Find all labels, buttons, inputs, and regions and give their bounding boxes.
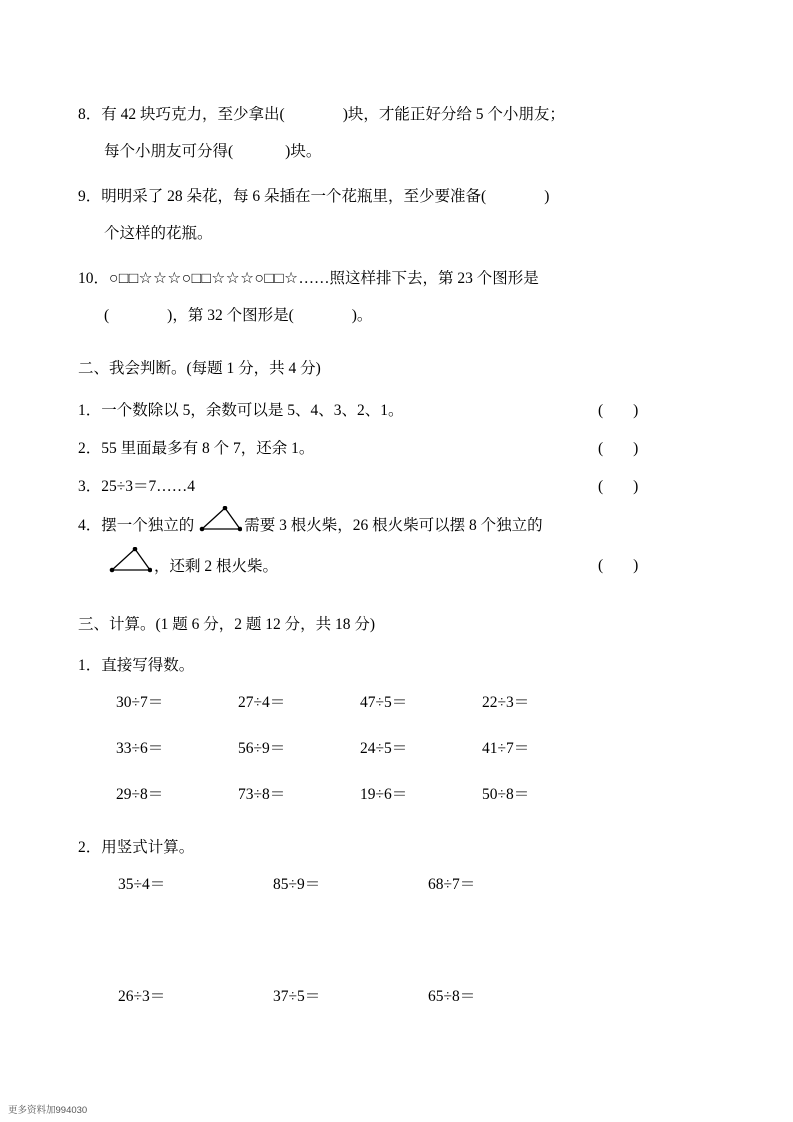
work-space-1	[78, 902, 721, 980]
expression[interactable]: 47÷5＝	[360, 694, 408, 711]
expression[interactable]: 29÷8＝	[116, 786, 164, 803]
question-8-line-2	[78, 133, 721, 170]
judge-item-1	[78, 392, 721, 430]
expression[interactable]: 85÷9＝	[273, 876, 321, 893]
question-8-text-b: )块，才能正好分给 5 个小朋友；	[342, 106, 565, 123]
judge-item-4-line-2	[78, 547, 721, 588]
question-10-text-c: )，第 32 个图形是(	[167, 307, 294, 324]
triangle-icon	[196, 506, 242, 547]
question-8-text-c: 每个小朋友可分得(	[104, 143, 234, 160]
judge-item-4-text-a: 摆一个独立的	[101, 517, 195, 535]
question-9-text-a: 明明采了 28 朵花，每 6 朵插在一个花瓶里，至少要准备(	[101, 188, 487, 205]
judge-item-1-number: 1．	[78, 402, 102, 419]
calc-q1-grid	[116, 686, 721, 812]
question-10-text-b: (	[104, 307, 110, 324]
expression[interactable]: 26÷3＝	[118, 988, 166, 1005]
calc-q2-row-2	[118, 980, 721, 1014]
section-2-heading: 二、我会判断。(每题 1 分，共 4 分)	[78, 360, 321, 377]
judge-item-3-number: 3．	[78, 478, 102, 495]
expression[interactable]: 27÷4＝	[238, 694, 286, 711]
question-9-text-c: 个这样的花瓶。	[104, 225, 213, 242]
question-10	[78, 260, 721, 334]
expression[interactable]: 68÷7＝	[428, 876, 476, 893]
question-8	[78, 96, 721, 170]
expression[interactable]: 30÷7＝	[116, 694, 164, 711]
expression[interactable]: 37÷5＝	[273, 988, 321, 1005]
judge-item-3-text: 25÷3＝7……4	[101, 478, 196, 495]
judge-item-4-number: 4．	[78, 517, 102, 535]
judge-item-4-answer-box[interactable]: ( )	[598, 557, 641, 574]
expression[interactable]: 19÷6＝	[360, 786, 408, 803]
question-8-text-a: 有 42 块巧克力，至少拿出(	[101, 106, 285, 123]
judge-item-2-number: 2．	[78, 440, 102, 457]
expression[interactable]: 73÷8＝	[238, 786, 286, 803]
judge-item-2-text: 55 里面最多有 8 个 7，还余 1。	[101, 440, 315, 457]
section-3-heading: 三、计算。(1 题 6 分，2 题 12 分，共 18 分)	[78, 616, 376, 633]
question-9-line-1	[78, 178, 721, 215]
calc-q2-row-1	[118, 868, 721, 902]
expression[interactable]: 22÷3＝	[482, 694, 530, 711]
expression[interactable]: 35÷4＝	[118, 876, 166, 893]
judge-item-4-line-1	[78, 506, 721, 547]
question-8-text-d: )块。	[285, 143, 322, 160]
question-10-number: 10．	[78, 270, 110, 287]
question-9	[78, 178, 721, 252]
question-10-text-d: )。	[351, 307, 373, 324]
question-8-number: 8．	[78, 106, 102, 123]
question-10-line-1	[78, 260, 721, 297]
judge-item-3	[78, 468, 721, 506]
question-9-line-2	[78, 215, 721, 252]
triangle-icon	[106, 547, 152, 588]
expression[interactable]: 24÷5＝	[360, 740, 408, 757]
question-10-text-a: ……照这样排下去，第 23 个图形是	[298, 270, 539, 287]
judge-item-3-answer-box[interactable]: ( )	[598, 478, 641, 495]
judge-item-1-answer-box[interactable]: ( )	[598, 402, 641, 419]
judge-item-4-text-b: 需要 3 根火柴，26 根火柴可以摆 8 个独立的	[244, 517, 543, 535]
expression[interactable]: 41÷7＝	[482, 740, 530, 757]
judge-item-2-answer-box[interactable]: ( )	[598, 440, 641, 457]
calc-q2-label: 2．用竖式计算。	[78, 839, 195, 856]
question-9-text-b: )	[544, 188, 550, 205]
question-8-line-1	[78, 96, 721, 133]
judge-item-4-text-c: ，还剩 2 根火柴。	[154, 558, 279, 576]
judge-item-2	[78, 430, 721, 468]
question-10-line-2	[78, 297, 721, 334]
question-9-number: 9．	[78, 188, 102, 205]
expression[interactable]: 50÷8＝	[482, 786, 530, 803]
footer-watermark: 更多资料加994030	[8, 1105, 88, 1116]
expression[interactable]: 33÷6＝	[116, 740, 164, 757]
expression[interactable]: 65÷8＝	[428, 988, 476, 1005]
expression[interactable]: 56÷9＝	[238, 740, 286, 757]
judge-item-1-text: 一个数除以 5，余数可以是 5、4、3、2、1。	[101, 402, 404, 419]
calc-q1-label: 1．直接写得数。	[78, 657, 195, 674]
question-10-pattern: ○□□☆☆☆○□□☆☆☆○□□☆	[109, 270, 299, 287]
